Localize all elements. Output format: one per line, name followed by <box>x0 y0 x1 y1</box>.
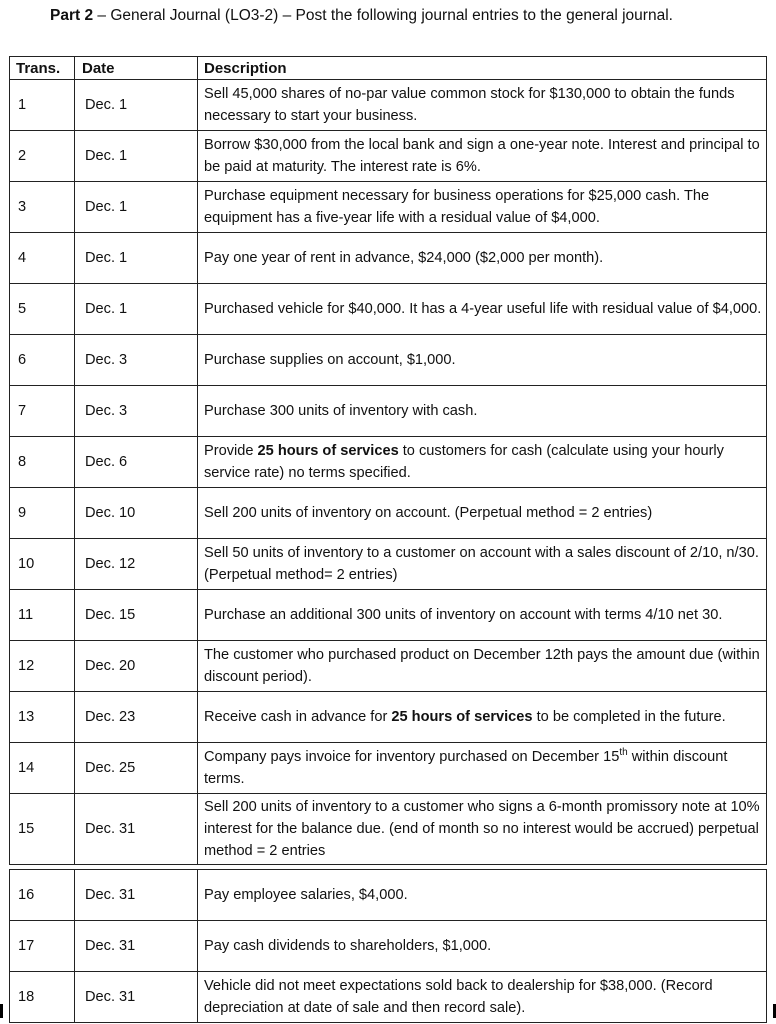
trans-number: 4 <box>10 233 75 284</box>
description-emphasis: 25 hours of services <box>257 443 399 459</box>
entry-description: Pay one year of rent in advance, $24,000 ($2,000 per month). <box>198 233 767 284</box>
entry-description: The customer who purchased product on December 12th pays the amount due (within discount period). <box>198 641 767 692</box>
entry-description: Purchase equipment necessary for business operations for $25,000 cash. The equipment has a five-year life with a residual value of $4,000. <box>198 182 767 233</box>
entry-date: Dec. 12 <box>75 539 198 590</box>
trans-number: 8 <box>10 437 75 488</box>
description-emphasis: 25 hours of services <box>391 709 533 725</box>
table-row <box>10 692 767 743</box>
table-row <box>10 870 767 921</box>
page-heading <box>50 4 750 27</box>
table-row <box>10 794 767 865</box>
trans-number: 17 <box>10 921 75 972</box>
table-row <box>10 972 767 1023</box>
heading-title: – General Journal (LO3-2) – Post the following journal entries to the general journal. <box>93 7 673 24</box>
entry-date: Dec. 1 <box>75 182 198 233</box>
trans-number: 3 <box>10 182 75 233</box>
entry-description: Purchase 300 units of inventory with cash. <box>198 386 767 437</box>
entry-date: Dec. 25 <box>75 743 198 794</box>
entry-date: Dec. 1 <box>75 131 198 182</box>
entry-date: Dec. 3 <box>75 335 198 386</box>
table-row <box>10 131 767 182</box>
description-text: to customers for cash (calculate using your hourly service rate) no terms specified. <box>204 443 724 481</box>
trans-number: 6 <box>10 335 75 386</box>
trans-number: 14 <box>10 743 75 794</box>
description-column-header: Description <box>198 57 767 80</box>
entry-date: Dec. 20 <box>75 641 198 692</box>
table-row <box>10 641 767 692</box>
description-text: to be completed in the future. <box>532 709 726 725</box>
entry-description: Purchased vehicle for $40,000. It has a 4-year useful life with residual value of $4,000. <box>198 284 767 335</box>
entry-description <box>198 743 767 794</box>
trans-number: 15 <box>10 794 75 865</box>
date-column-header: Date <box>75 57 198 80</box>
table-row <box>10 80 767 131</box>
ordinal-suffix: th <box>619 747 628 759</box>
table-row <box>10 182 767 233</box>
entry-description: Sell 50 units of inventory to a customer on account with a sales discount of 2/10, n/30. (Perpetual method= 2 entries) <box>198 539 767 590</box>
entry-description: Sell 200 units of inventory on account. (Perpetual method = 2 entries) <box>198 488 767 539</box>
entry-description: Sell 200 units of inventory to a customer who signs a 6-month promissory note at 10% interest for the balance due. (end of month so no interest would be accrued) perpetual method = 2 entries <box>198 794 767 865</box>
entry-date: Dec. 31 <box>75 870 198 921</box>
entry-description <box>198 437 767 488</box>
table-header-row <box>10 57 767 80</box>
entry-date: Dec. 15 <box>75 590 198 641</box>
entry-date: Dec. 10 <box>75 488 198 539</box>
entry-description: Sell 45,000 shares of no-par value common stock for $130,000 to obtain the funds necessary to start your business. <box>198 80 767 131</box>
entry-date: Dec. 31 <box>75 921 198 972</box>
entry-description: Vehicle did not meet expectations sold back to dealership for $38,000. (Record depreciation at date of sale and then record sale). <box>198 972 767 1023</box>
table-row <box>10 233 767 284</box>
trans-number: 11 <box>10 590 75 641</box>
entry-date: Dec. 1 <box>75 233 198 284</box>
trans-number: 2 <box>10 131 75 182</box>
trans-column-header: Trans. <box>10 57 75 80</box>
trans-number: 16 <box>10 870 75 921</box>
trans-number: 5 <box>10 284 75 335</box>
table-row <box>10 335 767 386</box>
entry-description: Pay employee salaries, $4,000. <box>198 870 767 921</box>
entry-date: Dec. 3 <box>75 386 198 437</box>
entry-date: Dec. 31 <box>75 794 198 865</box>
part-label: Part 2 <box>50 7 94 24</box>
description-text: Receive cash in advance for <box>204 709 392 725</box>
entry-date: Dec. 31 <box>75 972 198 1023</box>
entry-date: Dec. 23 <box>75 692 198 743</box>
entry-description <box>198 692 767 743</box>
trans-number: 7 <box>10 386 75 437</box>
entry-description: Purchase an additional 300 units of inventory on account with terms 4/10 net 30. <box>198 590 767 641</box>
trans-number: 9 <box>10 488 75 539</box>
trans-number: 10 <box>10 539 75 590</box>
trans-number: 12 <box>10 641 75 692</box>
entry-description: Pay cash dividends to shareholders, $1,000. <box>198 921 767 972</box>
description-text: within discount terms. <box>204 749 728 787</box>
table-row <box>10 590 767 641</box>
table-row <box>10 386 767 437</box>
table-row <box>10 743 767 794</box>
table-row <box>10 488 767 539</box>
entry-description: Borrow $30,000 from the local bank and sign a one-year note. Interest and principal to be paid at maturity. The interest rate is 6%. <box>198 131 767 182</box>
table-row <box>10 921 767 972</box>
trans-number: 13 <box>10 692 75 743</box>
trans-number: 1 <box>10 80 75 131</box>
trans-number: 18 <box>10 972 75 1023</box>
table-row <box>10 437 767 488</box>
entry-description: Purchase supplies on account, $1,000. <box>198 335 767 386</box>
entry-date: Dec. 1 <box>75 284 198 335</box>
page-edge-mark-left <box>0 1004 3 1018</box>
table-row <box>10 284 767 335</box>
description-text: Company pays invoice for inventory purchased on December 15 <box>204 749 620 765</box>
journal-table <box>9 56 767 1023</box>
description-text: Provide <box>204 443 258 459</box>
entry-date: Dec. 1 <box>75 80 198 131</box>
table-row <box>10 539 767 590</box>
entry-date: Dec. 6 <box>75 437 198 488</box>
